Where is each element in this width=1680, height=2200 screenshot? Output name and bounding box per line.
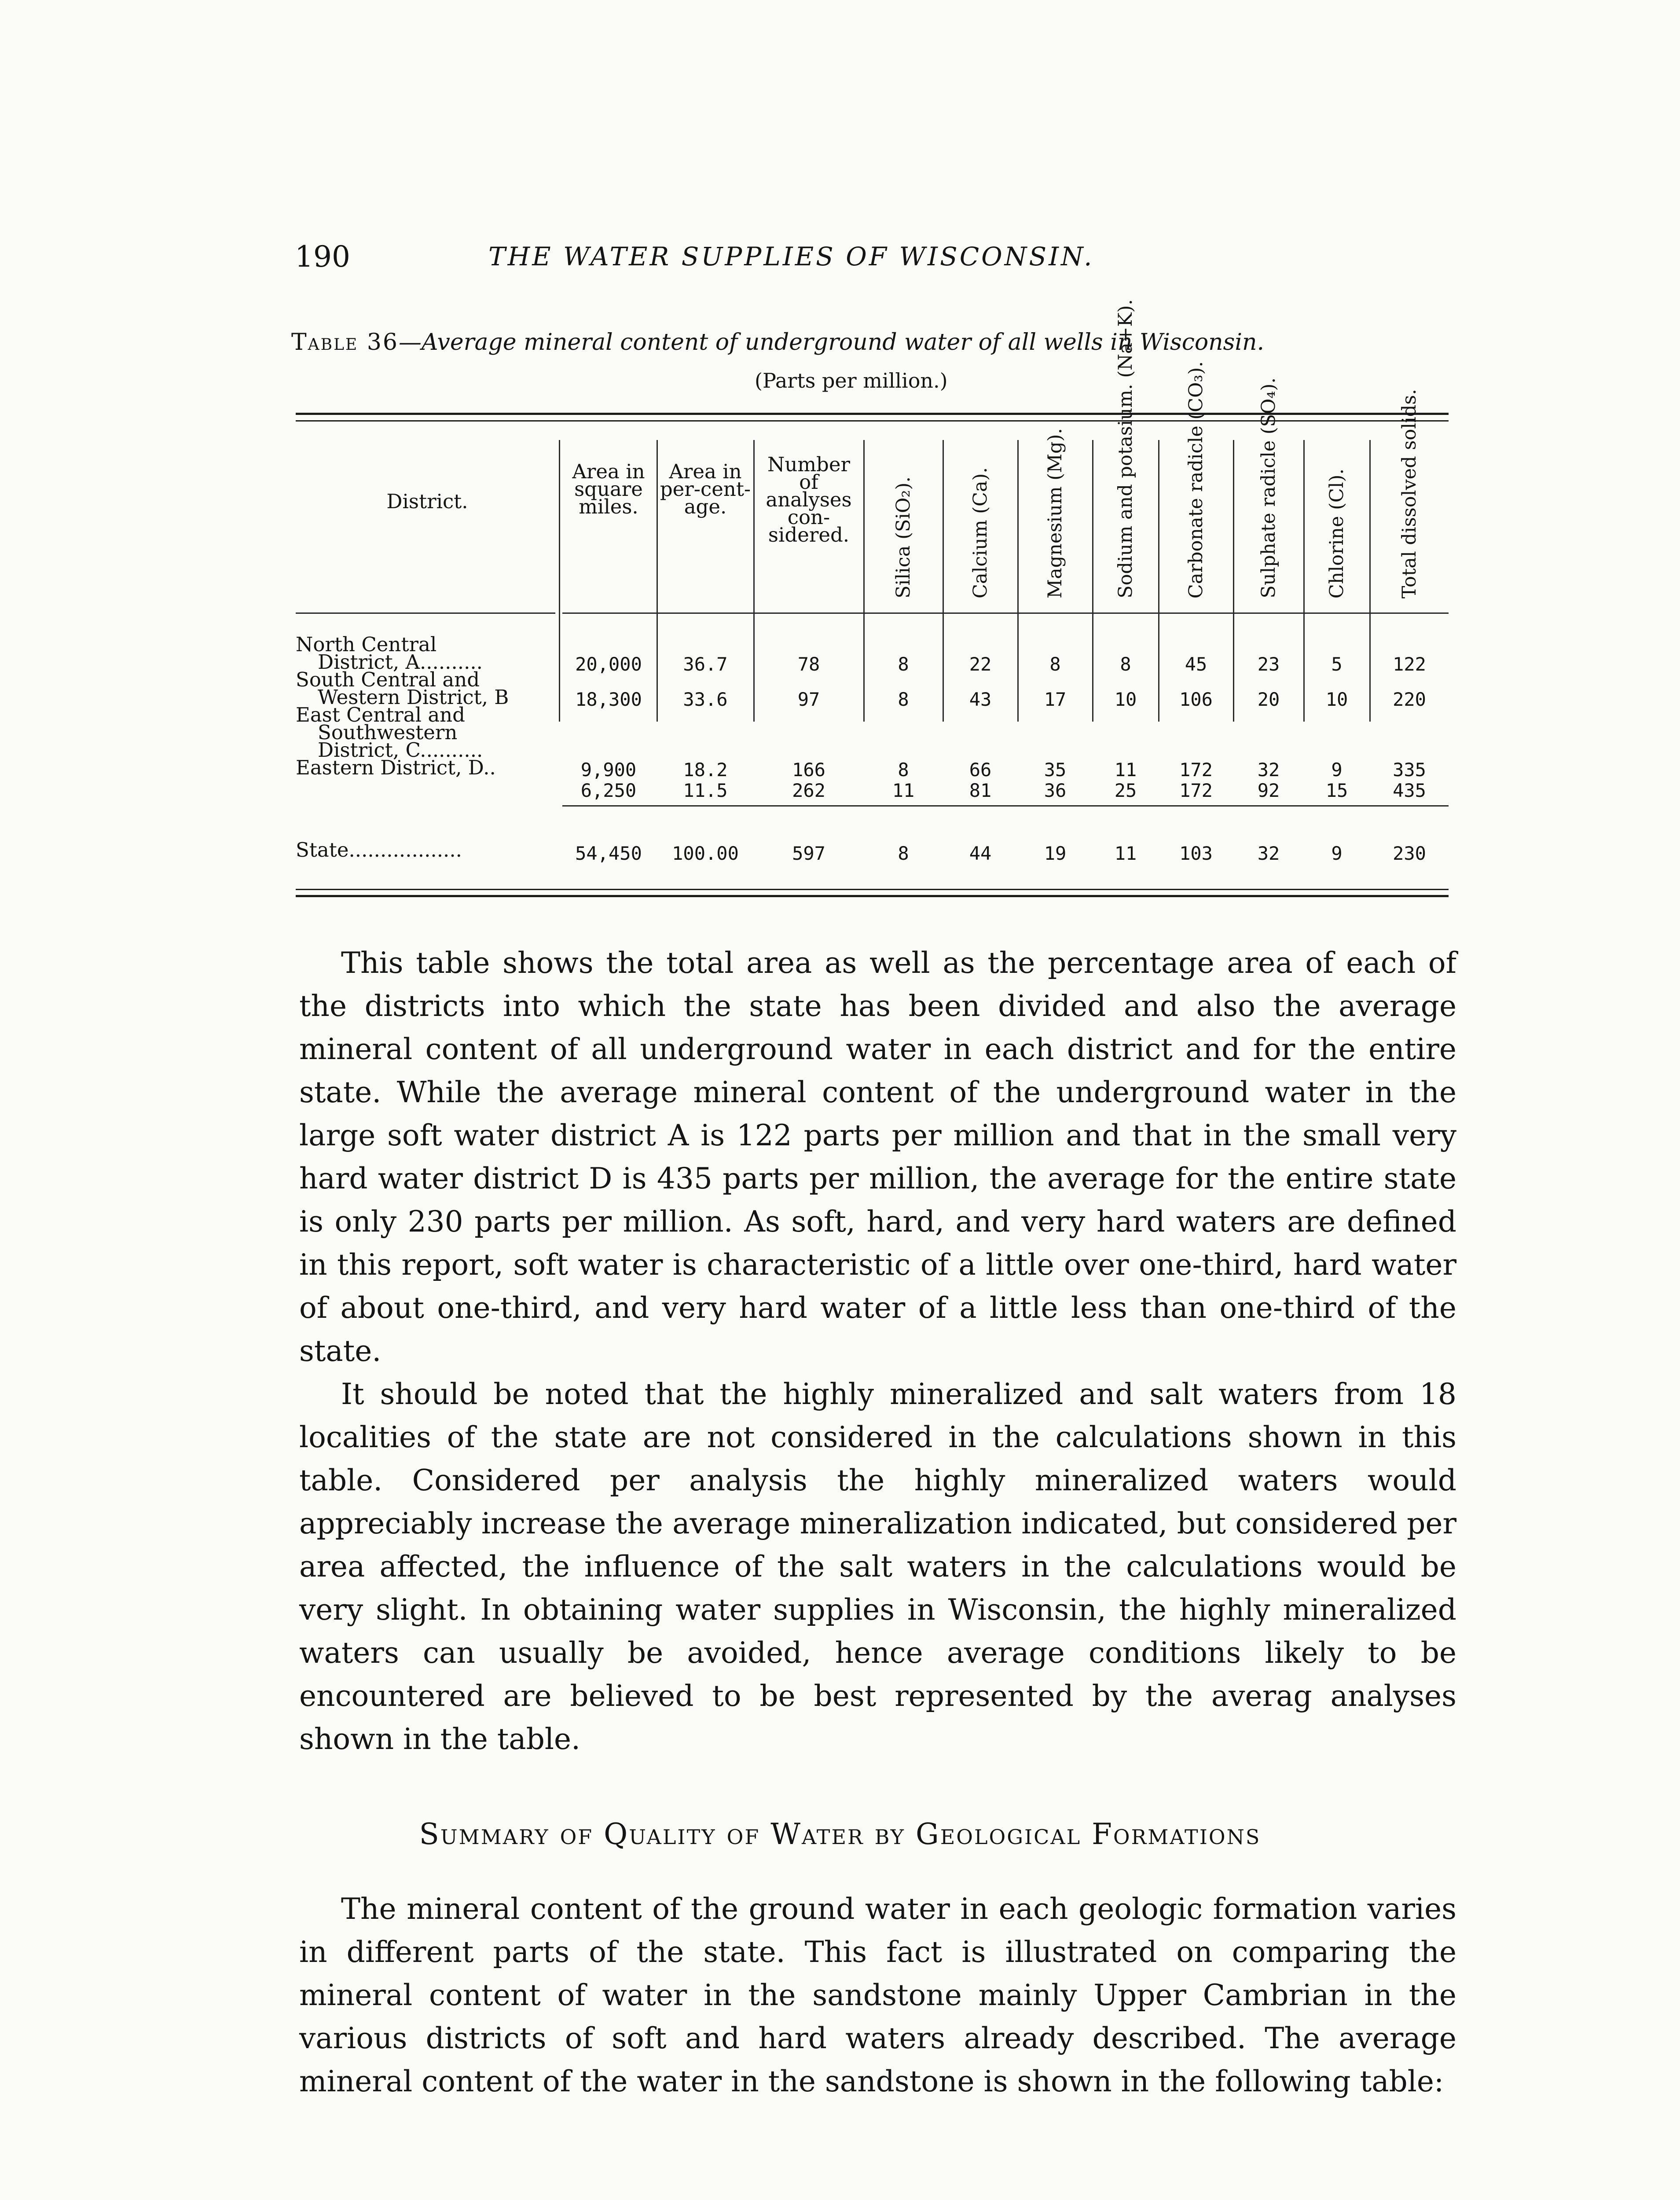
col-divider bbox=[753, 440, 755, 722]
table-cell: 10 bbox=[1114, 689, 1137, 710]
table-cell: 11 bbox=[1114, 759, 1137, 781]
table-cell: 97 bbox=[797, 689, 820, 710]
header-rule bbox=[296, 612, 555, 614]
col-header-sulphate: Sulphate radicle (SO₄). bbox=[1258, 378, 1280, 598]
col-header-silica: Silica (SiO₂). bbox=[892, 476, 914, 598]
header-rule bbox=[562, 612, 1449, 614]
col-header-sodium-potassium: Sodium and potasium. (Na+K). bbox=[1115, 299, 1137, 598]
table-cell: 33.6 bbox=[683, 689, 728, 710]
table-cell: 66 bbox=[969, 759, 992, 781]
table-cell: 220 bbox=[1393, 689, 1426, 710]
row-label-state: State.................. bbox=[296, 838, 462, 862]
page-header bbox=[295, 240, 1456, 279]
table-cell: 435 bbox=[1393, 780, 1426, 801]
table-units: (Parts per million.) bbox=[755, 369, 948, 392]
table-cell: 45 bbox=[1185, 653, 1207, 675]
table-cell: 106 bbox=[1179, 689, 1213, 710]
paragraph-2: It should be noted that the highly mineralized and salt waters from 18 localities of the state are not considered in the calculations shown in this table. Considered per analysis the highly mineralized waters would appreciably increase the average mineralization indicated, but considered per area affected, the influence of the salt waters in the calculations would be very slight. In obtaining water supplies in Wisconsin, the highly mineralized waters can usually be avoided, hence average conditions likely to be encountered are believed to be best represented by the averag analyses shown in the table. bbox=[299, 1377, 1456, 1756]
table-total-cell: 32 bbox=[1257, 843, 1280, 864]
col-header-district: District. bbox=[386, 490, 468, 513]
col-divider bbox=[1233, 440, 1234, 722]
table-cell: 32 bbox=[1257, 759, 1280, 781]
col-divider bbox=[1092, 440, 1093, 722]
section-body bbox=[299, 1888, 1456, 2103]
col-divider bbox=[863, 440, 865, 722]
table-cell: 15 bbox=[1325, 780, 1348, 801]
table-cell: 122 bbox=[1393, 653, 1426, 675]
col-header-num-analyses: Number of analyses con-sidered. bbox=[766, 453, 852, 546]
col-header-magnesium: Magnesium (Mg). bbox=[1044, 428, 1066, 598]
col-header-total-solids: Total dissolved solids. bbox=[1398, 389, 1420, 598]
table-cell: 9,900 bbox=[580, 759, 637, 781]
table-caption bbox=[291, 329, 1462, 356]
table-cell: 92 bbox=[1257, 780, 1280, 801]
table-cell: 18.2 bbox=[683, 759, 728, 781]
col-header-chlorine: Chlorine (Cl). bbox=[1326, 468, 1348, 598]
paragraph-1: This table shows the total area as well as the percentage area of each of the districts into which the state has been divided and also the average mineral content of all underground water in each district and for the entire state. While the average mineral content of the underground water in the large soft water district A is 122 parts per million and that in the small very hard water district D is 435 parts per million, the average for the entire state is only 230 parts per million. As soft, hard, and very hard waters are defined in this report, soft water is characteristic of a little over one-third, hard water of about one-third, and very hard water of a little less than one-third of the state. bbox=[299, 946, 1456, 1368]
col-divider bbox=[1369, 440, 1371, 722]
table-total-cell: 9 bbox=[1331, 843, 1343, 864]
table-total-cell: 19 bbox=[1044, 843, 1067, 864]
table-bottom-rule-inner bbox=[296, 889, 1449, 890]
row-label-district-d: Eastern District, D.. bbox=[296, 756, 496, 779]
table-total-cell: 100.00 bbox=[672, 843, 739, 864]
table-cell: 9 bbox=[1331, 759, 1343, 781]
table-total-cell: 103 bbox=[1179, 843, 1213, 864]
table-cell: 35 bbox=[1044, 759, 1067, 781]
table-bottom-rule bbox=[296, 895, 1449, 897]
col-header-area-pct: Area in per-cent-age. bbox=[660, 460, 751, 518]
table-cell: 43 bbox=[969, 689, 992, 710]
col-divider bbox=[1303, 440, 1305, 722]
table-cell: 25 bbox=[1114, 780, 1137, 801]
total-rule bbox=[562, 805, 1449, 807]
table-cell: 8 bbox=[898, 689, 909, 710]
table-total-cell: 230 bbox=[1393, 843, 1426, 864]
table-total-cell: 8 bbox=[898, 843, 909, 864]
table-cell: 262 bbox=[792, 780, 825, 801]
table-cell: 172 bbox=[1179, 780, 1213, 801]
table-caption-text: —Average mineral content of underground water of all wells in Wisconsin. bbox=[399, 329, 1264, 356]
col-header-calcium: Calcium (Ca). bbox=[969, 467, 991, 598]
table-cell: 11 bbox=[892, 780, 915, 801]
table-cell: 6,250 bbox=[580, 780, 637, 801]
body-paragraphs bbox=[299, 942, 1456, 1761]
table-cell: 23 bbox=[1257, 653, 1280, 675]
table-cell: 81 bbox=[969, 780, 992, 801]
col-divider bbox=[943, 440, 944, 722]
table-total-cell: 44 bbox=[969, 843, 992, 864]
table-cell: 8 bbox=[1120, 653, 1131, 675]
section-heading: Summary of Quality of Water by Geological Formations bbox=[419, 1817, 1261, 1851]
row-label-district-b: South Central and Western District, B bbox=[296, 668, 509, 709]
table-total-cell: 11 bbox=[1114, 843, 1137, 864]
table-cell: 17 bbox=[1044, 689, 1067, 710]
row-label-district-c: East Central and Southwestern District, C.......... bbox=[296, 703, 483, 762]
col-header-area: Area in square miles. bbox=[572, 460, 645, 518]
col-header-carbonate: Carbonate radicle (CO₃). bbox=[1185, 361, 1207, 598]
running-title: THE WATER SUPPLIES OF WISCONSIN. bbox=[488, 242, 1094, 271]
table-cell: 22 bbox=[969, 653, 992, 675]
table-cell: 11.5 bbox=[683, 780, 728, 801]
table-cell: 8 bbox=[1049, 653, 1061, 675]
table-cell: 36.7 bbox=[683, 653, 728, 675]
table-cell: 5 bbox=[1331, 653, 1343, 675]
col-divider bbox=[657, 440, 658, 722]
row-label-district-a: North Central District, A.......... bbox=[296, 633, 483, 674]
table-cell: 166 bbox=[792, 759, 825, 781]
table-cell: 20 bbox=[1257, 689, 1280, 710]
table-cell: 10 bbox=[1325, 689, 1348, 710]
table-cell: 8 bbox=[898, 759, 909, 781]
table-cell: 8 bbox=[898, 653, 909, 675]
table-total-cell: 597 bbox=[792, 843, 825, 864]
table-cell: 172 bbox=[1179, 759, 1213, 781]
col-divider bbox=[1158, 440, 1159, 722]
table-label: Table 36 bbox=[291, 329, 399, 356]
paragraph-3: The mineral content of the ground water in each geologic formation varies in different parts of the state. This fact is illustrated on comparing the mineral content of water in the sandstone mainly Upper Cambrian in the various districts of soft and hard waters already described. The average mineral content of the water in the sandstone is shown in the following table: bbox=[299, 1892, 1456, 2098]
col-divider bbox=[1017, 440, 1019, 722]
table-total-cell: 54,450 bbox=[575, 843, 642, 864]
table-cell: 20,000 bbox=[575, 653, 642, 675]
table-cell: 335 bbox=[1393, 759, 1426, 781]
table-cell: 78 bbox=[797, 653, 820, 675]
table-cell: 18,300 bbox=[575, 689, 642, 710]
table-cell: 36 bbox=[1044, 780, 1067, 801]
page-number: 190 bbox=[295, 240, 350, 274]
